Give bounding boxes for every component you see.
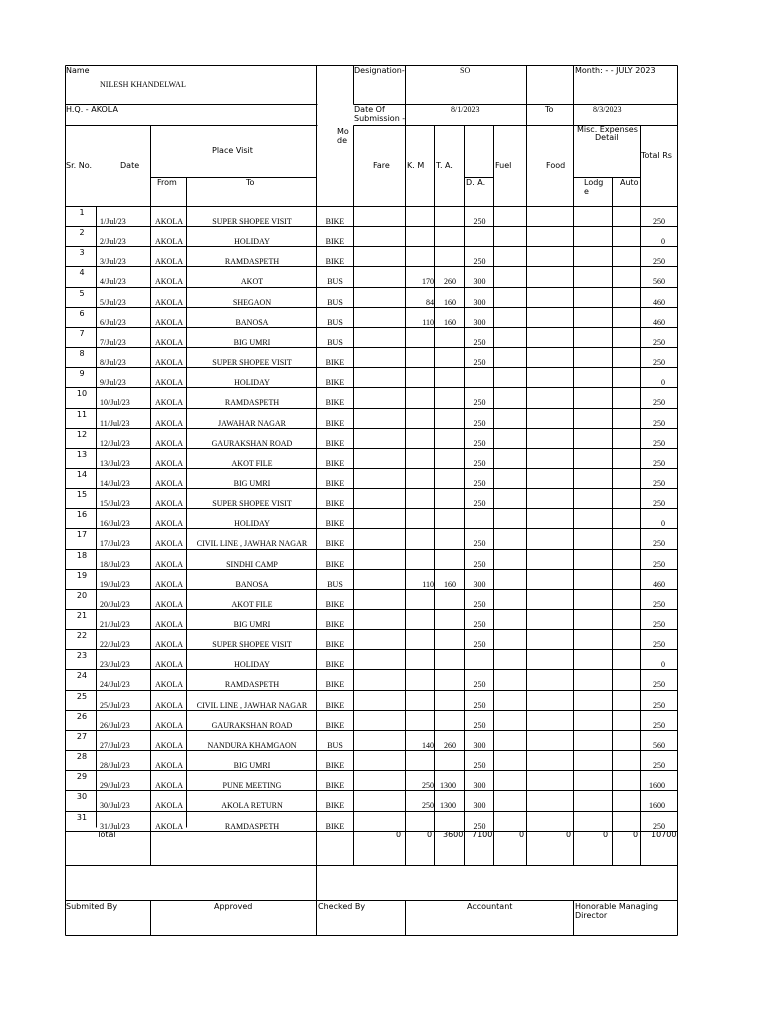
row-da: 250 (473, 720, 486, 730)
row-sr: 6 (79, 308, 85, 318)
row-mode: BUS (327, 317, 343, 327)
designation-label: Designation- (354, 66, 405, 75)
row-mode: BIKE (325, 438, 345, 448)
name-label: Name (66, 66, 90, 75)
row-ta: 1300 (440, 801, 456, 811)
row-date: 9/Jul/23 (100, 378, 126, 388)
row-to: SUPER SHOPEE VISIT (212, 217, 292, 226)
hq-label: H.Q. - AKOLA (66, 105, 118, 114)
row-total: 250 (653, 499, 665, 509)
row-sr: 24 (76, 671, 88, 681)
row-total: 250 (653, 640, 665, 650)
row-da: 250 (473, 398, 486, 408)
total-lodge: 0 (603, 830, 609, 839)
col-food: Food (546, 161, 566, 170)
col-place-visit: Place Visit (212, 146, 253, 155)
row-mode: BIKE (325, 237, 345, 247)
col-mode-1: Mo (337, 127, 349, 136)
row-mode: BIKE (325, 378, 345, 388)
row-total: 250 (653, 337, 665, 347)
row-ta: 260 (444, 740, 456, 750)
row-date: 6/Jul/23 (100, 317, 126, 327)
row-da: 250 (473, 559, 486, 569)
col-misc-2: Detail (595, 133, 619, 142)
row-total: 250 (653, 438, 665, 448)
row-date: 5/Jul/23 (100, 297, 126, 307)
total-ta: 3600 (443, 830, 464, 839)
row-sr: 31 (76, 812, 88, 822)
row-total: 560 (653, 740, 665, 750)
row-mode: BIKE (325, 418, 345, 428)
row-da: 250 (473, 217, 486, 226)
row-da: 300 (473, 801, 486, 811)
row-to: HOLIDAY (234, 519, 270, 529)
row-da: 250 (473, 640, 486, 650)
row-da: 250 (473, 680, 486, 690)
row-date: 26/Jul/23 (100, 720, 130, 730)
col-lodge-2: e (584, 187, 589, 196)
row-total: 250 (653, 539, 665, 549)
row-date: 14/Jul/23 (100, 478, 130, 488)
row-da: 250 (473, 821, 486, 831)
row-sr: 20 (76, 590, 88, 600)
row-total: 250 (653, 700, 665, 710)
row-date: 10/Jul/23 (100, 398, 130, 408)
row-km: 84 (426, 297, 434, 307)
col-fuel: Fuel (495, 161, 512, 170)
row-mode: BIKE (325, 478, 345, 488)
row-from: AKOLA (155, 599, 183, 609)
row-ta: 260 (444, 277, 456, 287)
row-sr: 21 (76, 611, 88, 620)
row-da: 300 (473, 297, 486, 307)
row-from: AKOLA (155, 337, 183, 347)
row-date: 17/Jul/23 (100, 539, 130, 549)
row-from: AKOLA (155, 297, 183, 307)
row-mode: BIKE (325, 720, 345, 730)
row-mode: BIKE (325, 700, 345, 710)
row-da: 250 (473, 478, 486, 488)
row-sr: 19 (76, 570, 88, 580)
row-da: 300 (473, 740, 486, 750)
row-sr: 10 (76, 389, 88, 399)
row-from: AKOLA (155, 680, 183, 690)
row-mode: BIKE (325, 398, 345, 408)
row-from: AKOLA (155, 700, 183, 710)
row-to: GAURAKSHAN ROAD (211, 438, 293, 448)
row-da: 250 (473, 761, 486, 771)
accountant-label: Accountant (467, 902, 513, 911)
row-date: 13/Jul/23 (100, 458, 130, 468)
row-total: 250 (653, 821, 665, 831)
row-total: 460 (653, 317, 665, 327)
row-to: AKOT (240, 277, 264, 287)
row-total: 250 (653, 599, 665, 609)
row-total: 250 (653, 358, 665, 368)
row-total: 0 (661, 519, 665, 529)
row-mode: BUS (327, 297, 343, 307)
total-fuel: 0 (519, 830, 525, 839)
row-mode: BIKE (325, 458, 345, 468)
row-da: 250 (473, 337, 486, 347)
row-total: 250 (653, 478, 665, 488)
row-sr: 8 (79, 349, 85, 359)
row-date: 8/Jul/23 (100, 358, 126, 368)
row-date: 15/Jul/23 (100, 499, 130, 509)
col-lodge-1: Lodg (584, 178, 604, 187)
row-date: 1/Jul/23 (100, 217, 126, 226)
row-from: AKOLA (155, 277, 183, 287)
row-from: AKOLA (155, 478, 183, 488)
col-da: D. A. (466, 178, 486, 187)
row-mode: BIKE (325, 781, 345, 791)
row-date: 16/Jul/23 (100, 519, 130, 529)
row-to: GAURAKSHAN ROAD (211, 720, 293, 730)
row-total: 250 (653, 680, 665, 690)
row-from: AKOLA (155, 801, 183, 811)
row-mode: BIKE (325, 660, 345, 670)
row-from: AKOLA (155, 620, 183, 629)
row-to: BIG UMRI (233, 620, 271, 629)
row-km: 110 (422, 317, 434, 327)
row-to: SUPER SHOPEE VISIT (212, 358, 292, 368)
col-km: K. M (407, 161, 425, 170)
row-ta: 160 (444, 579, 456, 589)
row-sr: 2 (79, 228, 85, 238)
col-fare: Fare (373, 161, 390, 170)
row-total: 560 (653, 277, 665, 287)
row-from: AKOLA (155, 438, 183, 448)
row-to: SINDHI CAMP (226, 559, 278, 569)
row-date: 18/Jul/23 (100, 559, 130, 569)
row-total: 250 (653, 458, 665, 468)
row-date: 24/Jul/23 (100, 680, 130, 690)
row-mode: BIKE (325, 801, 345, 811)
total-fare: 0 (396, 830, 402, 839)
row-sr: 5 (79, 288, 85, 298)
row-mode: BIKE (325, 680, 345, 690)
row-to: JAWAHAR NAGAR (217, 418, 287, 428)
col-misc-1: Misc. Expenses (577, 125, 638, 134)
row-from: AKOLA (155, 559, 183, 569)
row-mode: BUS (327, 337, 343, 347)
row-mode: BIKE (325, 519, 345, 529)
row-date: 22/Jul/23 (100, 640, 130, 650)
row-sr: 18 (76, 550, 88, 560)
row-to: RAMDASPETH (224, 257, 280, 267)
row-from: AKOLA (155, 458, 183, 468)
row-sr: 1 (79, 208, 85, 217)
row-mode: BIKE (325, 821, 345, 831)
row-sr: 12 (76, 429, 88, 439)
col-auto: Auto (620, 178, 639, 187)
col-total-rs: Total Rs (641, 151, 672, 160)
row-from: AKOLA (155, 378, 183, 388)
row-date: 27/Jul/23 (100, 740, 130, 750)
row-da: 300 (473, 277, 486, 287)
row-mode: BIKE (325, 761, 345, 771)
row-total: 250 (653, 761, 665, 771)
row-sr: 17 (76, 530, 88, 540)
row-from: AKOLA (155, 761, 183, 771)
row-da: 250 (473, 599, 486, 609)
row-da: 250 (473, 438, 486, 448)
row-to: CIVIL LINE , JAWHAR NAGAR (196, 539, 308, 549)
row-to: PUNE MEETING (222, 781, 282, 791)
row-mode: BIKE (325, 539, 345, 549)
row-sr: 4 (79, 268, 85, 278)
row-km: 110 (422, 579, 434, 589)
row-to: BIG UMRI (233, 478, 271, 488)
row-mode: BIKE (325, 599, 345, 609)
col-ta: T. A. (436, 161, 453, 170)
row-from: AKOLA (155, 781, 183, 791)
row-mode: BUS (327, 740, 343, 750)
total-auto: 0 (633, 830, 639, 839)
row-date: 20/Jul/23 (100, 599, 130, 609)
total-total-rs: 10700 (651, 830, 677, 839)
row-to: NANDURA KHAMGAON (207, 740, 297, 750)
row-da: 250 (473, 539, 486, 549)
total-da: 7100 (472, 830, 493, 839)
row-mode: BUS (327, 579, 343, 589)
row-date: 30/Jul/23 (100, 801, 130, 811)
row-total: 250 (653, 559, 665, 569)
row-da: 250 (473, 458, 486, 468)
row-total: 460 (653, 297, 665, 307)
row-from: AKOLA (155, 660, 183, 670)
row-from: AKOLA (155, 740, 183, 750)
row-sr: 14 (76, 469, 88, 479)
row-sr: 25 (76, 691, 88, 701)
row-date: 7/Jul/23 (100, 337, 126, 347)
row-total: 0 (661, 660, 665, 670)
director-label-2: Director (575, 911, 608, 920)
row-to: RAMDASPETH (224, 680, 280, 690)
row-to: BANOSA (235, 579, 269, 589)
row-da: 300 (473, 579, 486, 589)
col-sr-no: Sr. No. (66, 161, 92, 170)
row-mode: BIKE (325, 559, 345, 569)
row-total: 1600 (649, 801, 665, 811)
row-total: 0 (661, 237, 665, 247)
row-total: 250 (653, 720, 665, 730)
row-to: RAMDASPETH (224, 821, 280, 831)
row-mode: BIKE (325, 640, 345, 650)
row-total: 250 (653, 257, 665, 267)
designation-value: SO (460, 66, 471, 75)
row-date: 11/Jul/23 (100, 418, 130, 428)
row-to: CIVIL LINE , JAWHAR NAGAR (196, 700, 308, 710)
row-mode: BIKE (325, 499, 345, 509)
row-from: AKOLA (155, 257, 183, 267)
row-from: AKOLA (155, 418, 183, 428)
row-from: AKOLA (155, 358, 183, 368)
row-sr: 23 (76, 651, 88, 661)
row-to: HOLIDAY (234, 237, 270, 247)
row-date: 21/Jul/23 (100, 620, 130, 629)
row-da: 300 (473, 781, 486, 791)
row-to: HOLIDAY (234, 660, 270, 670)
row-km: 250 (422, 801, 434, 811)
approved-label: Approved (214, 902, 253, 911)
total-label: Total (97, 830, 116, 839)
row-mode: BIKE (325, 257, 345, 267)
col-to: To (246, 178, 255, 187)
row-from: AKOLA (155, 579, 183, 589)
director-label-1: Honorable Managing (575, 902, 659, 911)
row-date: 12/Jul/23 (100, 438, 130, 448)
row-date: 25/Jul/23 (100, 700, 130, 710)
row-da: 250 (473, 499, 486, 509)
row-date: 3/Jul/23 (100, 257, 126, 267)
row-mode: BIKE (325, 358, 345, 368)
total-km: 0 (427, 830, 433, 839)
total-food: 0 (566, 830, 572, 839)
row-date: 23/Jul/23 (100, 660, 130, 670)
row-da: 250 (473, 257, 486, 267)
row-date: 2/Jul/23 (100, 237, 126, 247)
row-to: BIG UMRI (233, 761, 271, 771)
row-to: BANOSA (235, 317, 269, 327)
row-km: 250 (422, 781, 434, 791)
row-sr: 9 (79, 369, 85, 379)
col-date: Date (120, 161, 140, 170)
row-total: 460 (653, 579, 665, 589)
row-total: 1600 (649, 781, 665, 791)
row-mode: BIKE (325, 620, 345, 629)
row-sr: 7 (79, 328, 85, 338)
to-date-label: To (545, 105, 554, 114)
row-ta: 160 (444, 317, 456, 327)
row-ta: 1300 (440, 781, 456, 791)
row-date: 29/Jul/23 (100, 781, 130, 791)
row-sr: 29 (76, 772, 88, 782)
row-sr: 13 (76, 449, 88, 459)
row-sr: 16 (76, 510, 88, 520)
row-to: AKOT FILE (231, 458, 273, 468)
row-sr: 27 (76, 731, 88, 741)
row-from: AKOLA (155, 398, 183, 408)
row-date: 19/Jul/23 (100, 579, 130, 589)
row-from: AKOLA (155, 317, 183, 327)
row-from: AKOLA (155, 539, 183, 549)
row-sr: 22 (76, 631, 88, 641)
row-da: 250 (473, 700, 486, 710)
row-total: 250 (653, 418, 665, 428)
date-of-submission-label-2: Submission - (354, 114, 406, 123)
row-to: SUPER SHOPEE VISIT (212, 499, 292, 509)
row-from: AKOLA (155, 821, 183, 831)
to-date-value: 8/3/2023 (593, 105, 622, 114)
row-from: AKOLA (155, 519, 183, 529)
name-value: NILESH KHANDELWAL (100, 80, 186, 89)
row-da: 250 (473, 620, 486, 629)
row-to: BIG UMRI (233, 337, 271, 347)
row-to: SUPER SHOPEE VISIT (212, 640, 292, 650)
row-to: RAMDASPETH (224, 398, 280, 408)
date-of-submission-value: 8/1/2023 (451, 105, 480, 114)
row-sr: 11 (76, 409, 88, 419)
row-sr: 28 (76, 752, 88, 762)
row-to: SHEGAON (232, 297, 272, 307)
row-from: AKOLA (155, 237, 183, 247)
row-mode: BUS (327, 277, 343, 287)
row-da: 250 (473, 418, 486, 428)
row-date: 31/Jul/23 (100, 821, 130, 831)
row-from: AKOLA (155, 640, 183, 650)
col-mode-2: de (337, 136, 347, 145)
row-from: AKOLA (155, 217, 183, 226)
row-total: 250 (653, 217, 665, 226)
row-sr: 3 (79, 248, 85, 258)
row-km: 140 (422, 740, 434, 750)
row-to: AKOT FILE (231, 599, 273, 609)
month-label: Month: - - JULY 2023 (575, 66, 656, 75)
row-date: 4/Jul/23 (100, 277, 126, 287)
row-sr: 15 (76, 490, 88, 500)
checked-by-label: Checked By (318, 902, 366, 911)
row-date: 28/Jul/23 (100, 761, 130, 771)
row-km: 170 (422, 277, 434, 287)
row-sr: 26 (76, 711, 88, 721)
col-from: From (157, 178, 177, 187)
row-total: 0 (661, 378, 665, 388)
submitted-by-label: Submited By (66, 902, 118, 911)
row-da: 300 (473, 317, 486, 327)
row-from: AKOLA (155, 499, 183, 509)
row-total: 250 (653, 620, 665, 629)
row-mode: BIKE (325, 217, 345, 226)
row-from: AKOLA (155, 720, 183, 730)
row-to: HOLIDAY (234, 378, 270, 388)
row-total: 250 (653, 398, 665, 408)
date-of-submission-label-1: Date Of (354, 105, 385, 114)
row-ta: 160 (444, 297, 456, 307)
row-sr: 30 (76, 792, 88, 802)
row-to: AKOLA RETURN (221, 801, 283, 811)
row-da: 250 (473, 358, 486, 368)
